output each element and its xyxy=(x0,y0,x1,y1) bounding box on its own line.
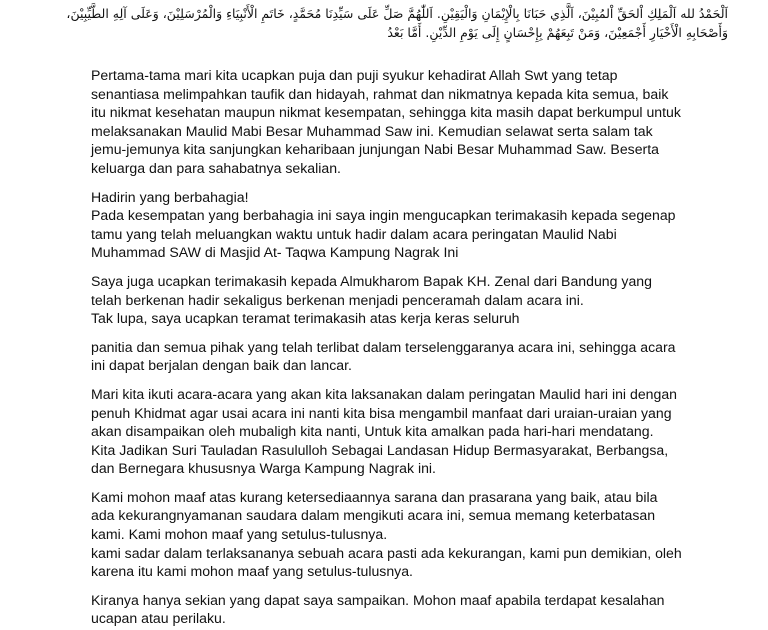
paragraph-apology xyxy=(91,488,691,581)
paragraph-gap xyxy=(91,328,691,338)
text-line: ini dapat berjalan dengan baik dan lancar. xyxy=(91,357,352,374)
paragraph-committee xyxy=(91,338,691,375)
text-line: Saya juga ucapkan terimakasih kepada Almukharom Bapak KH. Zenal dari Bandung yang xyxy=(91,272,652,289)
text-line: itu nikmat kesehatan maupun nikmat kesempatan, sehingga kita masih dapat berkumpul untuk xyxy=(91,104,681,121)
text-line: kami sadar dalam terlaksananya sebuah acara pasti ada kekurangan, kami pun demikian, oleh xyxy=(91,544,682,561)
text-line: Muhammad SAW di Masjid At- Taqwa Kampung Nagrak Ini xyxy=(91,244,459,261)
text-line: penuh Khidmat agar usai acara ini nanti kita bisa mengambil manfaat dari uraian-uraian yang xyxy=(91,404,672,421)
paragraph-thanks xyxy=(91,272,691,328)
speech-body xyxy=(91,66,691,628)
text-line: Mari kita ikuti acara-acara yang akan kita laksanakan dalam peringatan Maulid hari ini dengan xyxy=(91,385,678,402)
text-line: ada kekurangnyamanan saudara dalam mengikuti acara ini, semua memang keterbatasan xyxy=(91,507,656,524)
text-line: jemu-jemunya kita sanjungkan keharibaan junjungan Nabi Besar Muhammad Saw. Beserta xyxy=(91,141,659,158)
text-line: kami. Kami mohon maaf yang setulus-tulusnya. xyxy=(91,526,388,543)
arabic-line-2: وَأَصْحَابِهِ الْأَخْيَارِ أَجْمَعِيْنَ، وَمَنْ تَبِعَهُمْ بِإِحْسَانٍ إِلَى يَوْمِ الدِّيْنِ. أَمَّا بَعْدُ xyxy=(387,25,728,40)
text-line: ucapan atau perilaku. xyxy=(91,610,226,627)
paragraph-gap xyxy=(91,262,691,272)
paragraph-gap xyxy=(91,178,691,188)
text-line: Hadirin yang berbahagia! xyxy=(91,188,249,205)
text-line: Kiranya hanya sekian yang dapat saya sampaikan. Mohon maaf apabila terdapat kesalahan xyxy=(91,591,665,608)
arabic-line-1: اَلْحَمْدُ لله اَلْمَلِكِ اْلحَقِّ اْلمُبِيْنَ، اَلَّذِي حَبَانَا بِالْإِيْمَانِ وَالْيَقِيْنِ. اَللّٰهُمَّ صَلِّ عَلَى سَيِّدِنَا مُحَمَّدٍ، خَاتَمِ الْأَنْبِيَاءِ وَالْمُرْسَلِيْنَ، وَعَلَى آلِهِ الطَّيِّبِيْنَ، xyxy=(66,6,728,21)
paragraph-gap xyxy=(91,478,691,488)
text-line: panitia dan semua pihak yang telah terlibat dalam terselenggaranya acara ini, sehingga acara xyxy=(91,338,676,355)
paragraph-gap xyxy=(91,581,691,591)
text-line: keluarga dan para sahabatnya sekalian. xyxy=(91,159,341,176)
text-line: tamu yang telah meluangkan waktu untuk hadir dalam acara peringatan Maulid Nabi xyxy=(91,225,617,242)
paragraph-greeting xyxy=(91,188,691,262)
arabic-opening xyxy=(40,4,728,42)
text-line: Kami mohon maaf atas kurang ketersediaannya sarana dan prasarana yang baik, atau bila xyxy=(91,488,658,505)
text-line: senantiasa melimpahkan taufik dan hidayah, rahmat dan nikmatnya kepada kita semua, baik xyxy=(91,85,669,102)
text-line: Pada kesempatan yang berbahagia ini saya ingin mengucapkan terimakasih kepada segenap xyxy=(91,207,676,224)
text-line: melaksanakan Maulid Mabi Besar Muhammad Saw ini. Kemudian selawat serta salam tak xyxy=(91,122,653,139)
paragraph-gap xyxy=(91,375,691,385)
paragraph-closing xyxy=(91,591,691,628)
text-line: akan disampaikan oleh mubaligh kita nanti, Untuk kita amalkan pada hari-hari mendatang. xyxy=(91,423,654,440)
text-line: Tak lupa, saya ucapkan teramat terimakasih atas kerja keras seluruh xyxy=(91,310,520,327)
text-line: telah berkenan hadir sekaligus berkenan menjadi penceramah dalam acara ini. xyxy=(91,291,584,308)
paragraph-opening xyxy=(91,66,691,178)
text-line: Kita Jadikan Suri Tauladan Rasululloh Sebagai Landasan Hidup Bermasyarakat, Berbangsa, xyxy=(91,441,669,458)
text-line: dan Bernegara khususnya Warga Kampung Nagrak ini. xyxy=(91,460,436,477)
text-line: Pertama-tama mari kita ucapkan puja dan puji syukur kehadirat Allah Swt yang tetap xyxy=(91,67,618,83)
paragraph-invitation xyxy=(91,385,691,478)
text-line: karena itu kami mohon maaf yang setulus-tulusnya. xyxy=(91,563,413,580)
